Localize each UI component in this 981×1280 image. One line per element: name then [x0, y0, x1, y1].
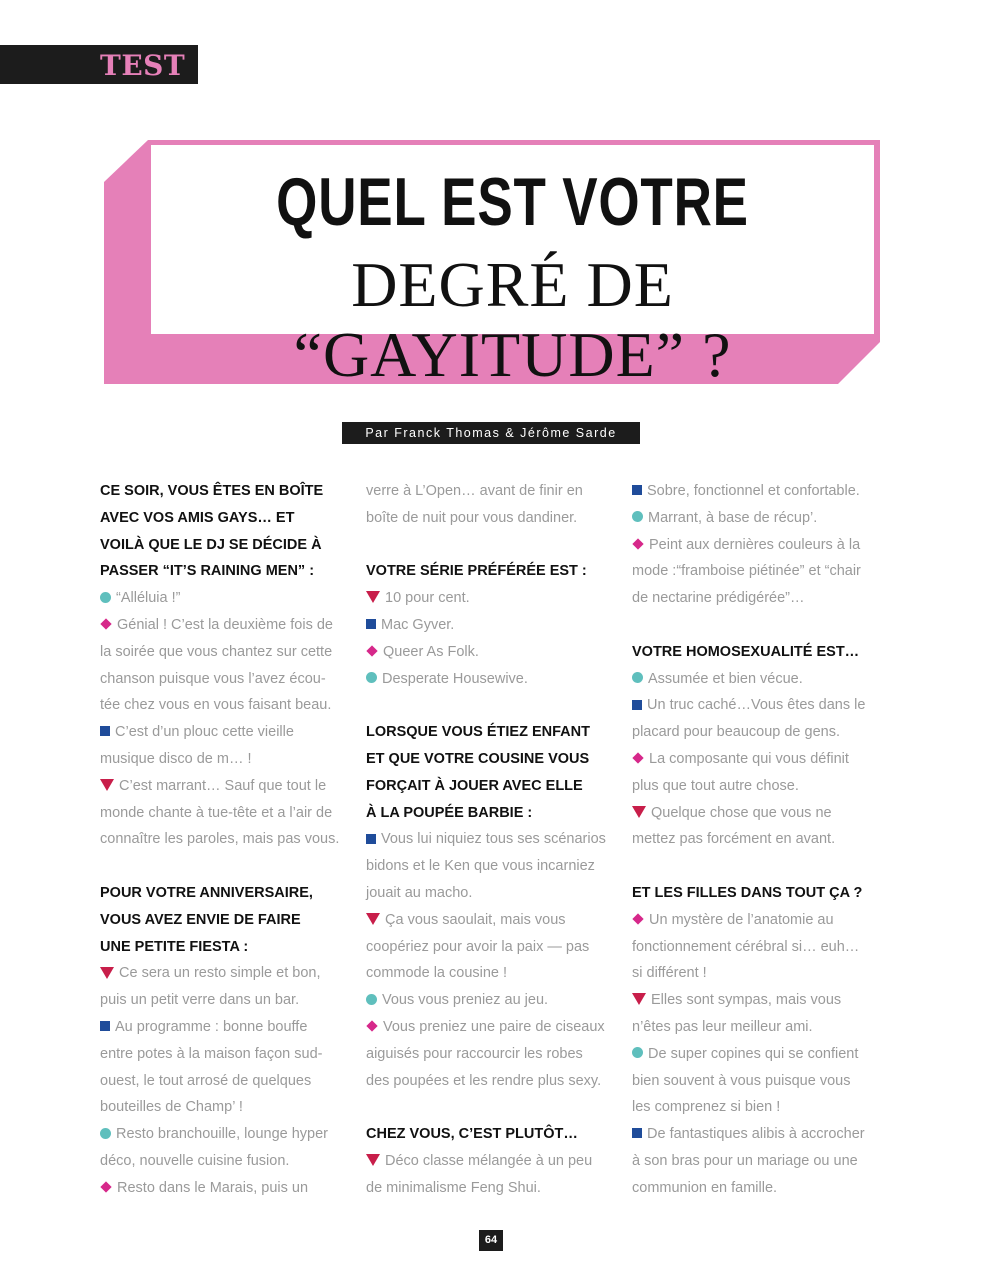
answer-line	[100, 960, 352, 987]
question-text: CE SOIR, VOUS ÊTES EN BOÎTE	[100, 483, 324, 499]
answer-line	[632, 800, 884, 827]
answer-text: la soirée que vous chantez sur cette	[100, 643, 333, 660]
answer-text: bien souvent à vous puisque vous	[632, 1072, 851, 1089]
answer-text: tée chez vous en vous faisant beau.	[100, 697, 332, 714]
answer-line	[100, 1148, 352, 1175]
answer-line	[366, 1041, 618, 1068]
answer-text: des poupées et les rendre plus sexy.	[366, 1072, 602, 1089]
answer-line	[632, 585, 884, 612]
answer-text: verre à L’Open… avant de finir en	[366, 483, 583, 499]
answer-text: plus que tout autre chose.	[632, 777, 799, 794]
answer-line	[632, 1121, 884, 1148]
triangle-marker-icon	[366, 913, 380, 925]
answer-line	[100, 692, 352, 719]
answer-line	[632, 773, 884, 800]
question-text: POUR VOTRE ANNIVERSAIRE,	[100, 884, 313, 901]
text-column-2	[366, 478, 618, 1202]
answer-line	[100, 826, 352, 853]
answer-line	[632, 1148, 884, 1175]
question-heading-line	[366, 773, 618, 800]
diamond-marker-icon	[366, 1020, 377, 1031]
answer-text: si différent !	[632, 965, 707, 982]
answer-line	[100, 800, 352, 827]
question-heading-line	[366, 800, 618, 827]
circle-marker-icon	[632, 1047, 643, 1058]
triangle-marker-icon	[366, 591, 380, 603]
question-heading-line	[100, 880, 352, 907]
answer-text: entre potes à la maison façon sud-	[100, 1045, 323, 1062]
answer-text: Mac Gyver.	[381, 616, 455, 633]
answer-line	[366, 960, 618, 987]
question-text: VOILÀ QUE LE DJ SE DÉCIDE À	[100, 536, 322, 553]
answer-line	[366, 880, 618, 907]
square-marker-icon	[366, 834, 376, 844]
diamond-marker-icon	[632, 752, 643, 763]
answer-line	[366, 505, 618, 532]
answer-line	[632, 558, 884, 585]
question-text: VOTRE SÉRIE PRÉFÉRÉE EST :	[366, 563, 587, 580]
question-text: ET QUE VOTRE COUSINE VOUS	[366, 750, 590, 767]
answer-line	[366, 826, 618, 853]
answer-line	[632, 666, 884, 693]
answer-text: chanson puisque vous l’avez écou-	[100, 670, 326, 687]
answer-text: bouteilles de Champ’ !	[100, 1099, 243, 1116]
answer-line	[632, 746, 884, 773]
answer-line	[366, 666, 618, 693]
answer-text: Déco classe mélangée à un peu	[385, 1152, 593, 1169]
question-text: ET LES FILLES DANS TOUT ÇA ?	[632, 884, 863, 901]
triangle-marker-icon	[366, 1154, 380, 1166]
answer-text: La composante qui vous définit	[649, 750, 849, 767]
text-column-3	[632, 478, 884, 1202]
column-spacer	[366, 532, 618, 559]
answer-text: à son bras pour un mariage ou une	[632, 1152, 858, 1169]
answer-line	[632, 1041, 884, 1068]
circle-marker-icon	[632, 672, 643, 683]
answer-line	[100, 1094, 352, 1121]
answer-text: Vous lui niquiez tous ses scénarios	[381, 831, 606, 848]
circle-marker-icon	[100, 592, 111, 603]
answer-line	[366, 612, 618, 639]
section-tab	[0, 45, 198, 84]
circle-marker-icon	[366, 994, 377, 1005]
question-text: UNE PETITE FIESTA :	[100, 938, 249, 955]
triangle-marker-icon	[632, 993, 646, 1005]
answer-line	[632, 987, 884, 1014]
answer-line	[100, 1014, 352, 1041]
answer-line	[632, 960, 884, 987]
square-marker-icon	[632, 1128, 642, 1138]
text-column-1	[100, 478, 352, 1202]
question-heading-line	[632, 639, 884, 666]
column-spacer	[632, 612, 884, 639]
column-spacer	[632, 853, 884, 880]
answer-text: Marrant, à base de récup’.	[648, 509, 818, 526]
answer-text: mettez pas forcément en avant.	[632, 831, 836, 848]
square-marker-icon	[366, 619, 376, 629]
answer-line	[100, 1121, 352, 1148]
square-marker-icon	[632, 485, 642, 495]
circle-marker-icon	[366, 672, 377, 683]
square-marker-icon	[632, 700, 642, 710]
question-text: PASSER “IT’S RAINING MEN” :	[100, 563, 315, 580]
answer-line	[100, 1041, 352, 1068]
answer-line	[366, 907, 618, 934]
answer-text: aiguisés pour raccourcir les robes	[366, 1045, 583, 1062]
answer-text: Vous preniez une paire de ciseaux	[383, 1018, 605, 1035]
question-heading-line	[100, 934, 352, 961]
answer-text: fonctionnement cérébral si… euh…	[632, 938, 860, 955]
answer-line	[632, 1014, 884, 1041]
answer-text: communion en famille.	[632, 1179, 778, 1196]
triangle-marker-icon	[100, 779, 114, 791]
question-text: AVEC VOS AMIS GAYS… ET	[100, 509, 295, 526]
question-text: FORÇAIT À JOUER AVEC ELLE	[366, 777, 583, 794]
answer-text: De super copines qui se confient	[648, 1045, 859, 1062]
title-line-2: DEGRÉ DE “GAYITUDE” ?	[293, 249, 732, 390]
answer-line	[632, 505, 884, 532]
answer-line	[366, 478, 618, 505]
answer-text: Un truc caché…Vous êtes dans le	[647, 697, 866, 714]
answer-text: Génial ! C’est la deuxième fois de	[117, 616, 333, 633]
answer-line	[100, 1175, 352, 1202]
answer-text: n’êtes pas leur meilleur ami.	[632, 1018, 813, 1035]
answer-text: “Alléluia !”	[116, 590, 181, 607]
answer-line	[632, 1175, 884, 1202]
circle-marker-icon	[632, 511, 643, 522]
answer-line	[100, 773, 352, 800]
diamond-marker-icon	[632, 538, 643, 549]
page-number: 64	[479, 1230, 503, 1251]
answer-text: boîte de nuit pour vous dandiner.	[366, 509, 578, 526]
answer-text: C’est d’un plouc cette vieille	[115, 724, 294, 741]
answer-text: Queer As Folk.	[383, 643, 479, 660]
answer-text: Elles sont sympas, mais vous	[651, 992, 842, 1009]
answer-text: Sobre, fonctionnel et confortable.	[647, 483, 860, 499]
answer-line	[632, 934, 884, 961]
answer-line	[100, 1068, 352, 1095]
answer-line	[100, 612, 352, 639]
section-label: TEST	[100, 49, 186, 82]
answer-line	[366, 1148, 618, 1175]
answer-line	[366, 853, 618, 880]
answer-text: Resto branchouille, lounge hyper	[116, 1126, 328, 1143]
answer-text: mode :“framboise piétinée” et “chair	[632, 563, 861, 580]
diamond-marker-icon	[632, 913, 643, 924]
answer-line	[632, 826, 884, 853]
answer-line	[100, 746, 352, 773]
question-text: VOTRE HOMOSEXUALITÉ EST…	[632, 643, 860, 660]
answer-line	[366, 639, 618, 666]
answer-text: musique disco de m… !	[100, 750, 252, 767]
answer-text: Peint aux dernières couleurs à la	[649, 536, 861, 553]
answer-line	[100, 719, 352, 746]
question-text: VOUS AVEZ ENVIE DE FAIRE	[100, 911, 301, 928]
diamond-marker-icon	[100, 1181, 111, 1192]
triangle-marker-icon	[100, 967, 114, 979]
answer-line	[632, 692, 884, 719]
answer-line	[100, 639, 352, 666]
answer-text: Vous vous preniez au jeu.	[382, 992, 549, 1009]
question-heading-line	[100, 478, 352, 505]
answer-text: Desperate Housewive.	[382, 670, 528, 687]
square-marker-icon	[100, 1021, 110, 1031]
question-heading-line	[632, 880, 884, 907]
diamond-marker-icon	[100, 618, 111, 629]
column-spacer	[366, 1094, 618, 1121]
question-heading-line	[100, 532, 352, 559]
answer-text: de nectarine prédigérée”…	[632, 590, 805, 607]
question-heading-line	[100, 558, 352, 585]
question-heading-line	[366, 719, 618, 746]
answer-text: déco, nouvelle cuisine fusion.	[100, 1152, 290, 1169]
question-heading-line	[100, 505, 352, 532]
answer-line	[632, 1068, 884, 1095]
column-spacer	[100, 853, 352, 880]
column-spacer	[366, 692, 618, 719]
answer-text: les comprenez si bien !	[632, 1099, 781, 1116]
answer-line	[632, 907, 884, 934]
question-heading-line	[366, 746, 618, 773]
answer-line	[632, 1094, 884, 1121]
byline: Par Franck Thomas & Jérôme Sarde	[342, 422, 640, 444]
answer-text: Ça vous saoulait, mais vous	[385, 911, 566, 928]
question-text: LORSQUE VOUS ÉTIEZ ENFANT	[366, 724, 590, 741]
answer-line	[632, 719, 884, 746]
answer-line	[366, 934, 618, 961]
triangle-marker-icon	[632, 806, 646, 818]
answer-line	[366, 1068, 618, 1095]
answer-line	[100, 666, 352, 693]
answer-text: monde chante à tue-tête et a l’air de	[100, 804, 333, 821]
answer-text: De fantastiques alibis à accrocher	[647, 1126, 865, 1143]
answer-text: puis un petit verre dans un bar.	[100, 992, 300, 1009]
answer-line	[632, 478, 884, 505]
answer-text: Quelque chose que vous ne	[651, 804, 832, 821]
answer-line	[366, 585, 618, 612]
question-heading-line	[100, 907, 352, 934]
question-text: CHEZ VOUS, C’EST PLUTÔT…	[366, 1126, 578, 1143]
answer-text: jouait au macho.	[366, 884, 473, 901]
answer-text: Au programme : bonne bouffe	[115, 1018, 308, 1035]
answer-text: ouest, le tout arrosé de quelques	[100, 1072, 312, 1089]
answer-line	[366, 987, 618, 1014]
answer-text: de minimalisme Feng Shui.	[366, 1179, 541, 1196]
title-line-1: QUEL EST VOTRE	[276, 164, 749, 240]
question-text: À LA POUPÉE BARBIE :	[366, 804, 533, 821]
answer-text: bidons et le Ken que vous incarniez	[366, 858, 595, 875]
answer-text: Resto dans le Marais, puis un	[117, 1179, 309, 1196]
answer-line	[632, 532, 884, 559]
answer-text: C’est marrant… Sauf que tout le	[119, 777, 327, 794]
diamond-marker-icon	[366, 645, 377, 656]
answer-text: Assumée et bien vécue.	[648, 670, 803, 687]
answer-line	[366, 1175, 618, 1202]
answer-text: commode la cousine !	[366, 965, 508, 982]
square-marker-icon	[100, 726, 110, 736]
answer-line	[100, 585, 352, 612]
answer-text: placard pour beaucoup de gens.	[632, 724, 840, 741]
answer-text: 10 pour cent.	[385, 590, 470, 607]
answer-line	[366, 1014, 618, 1041]
answer-text: connaître les paroles, mais pas vous.	[100, 831, 340, 848]
answer-text: Ce sera un resto simple et bon,	[119, 965, 321, 982]
answer-text: coopériez pour avoir la paix — pas	[366, 938, 590, 955]
answer-line	[100, 987, 352, 1014]
question-heading-line	[366, 1121, 618, 1148]
circle-marker-icon	[100, 1128, 111, 1139]
question-heading-line	[366, 558, 618, 585]
answer-text: Un mystère de l’anatomie au	[649, 911, 834, 928]
